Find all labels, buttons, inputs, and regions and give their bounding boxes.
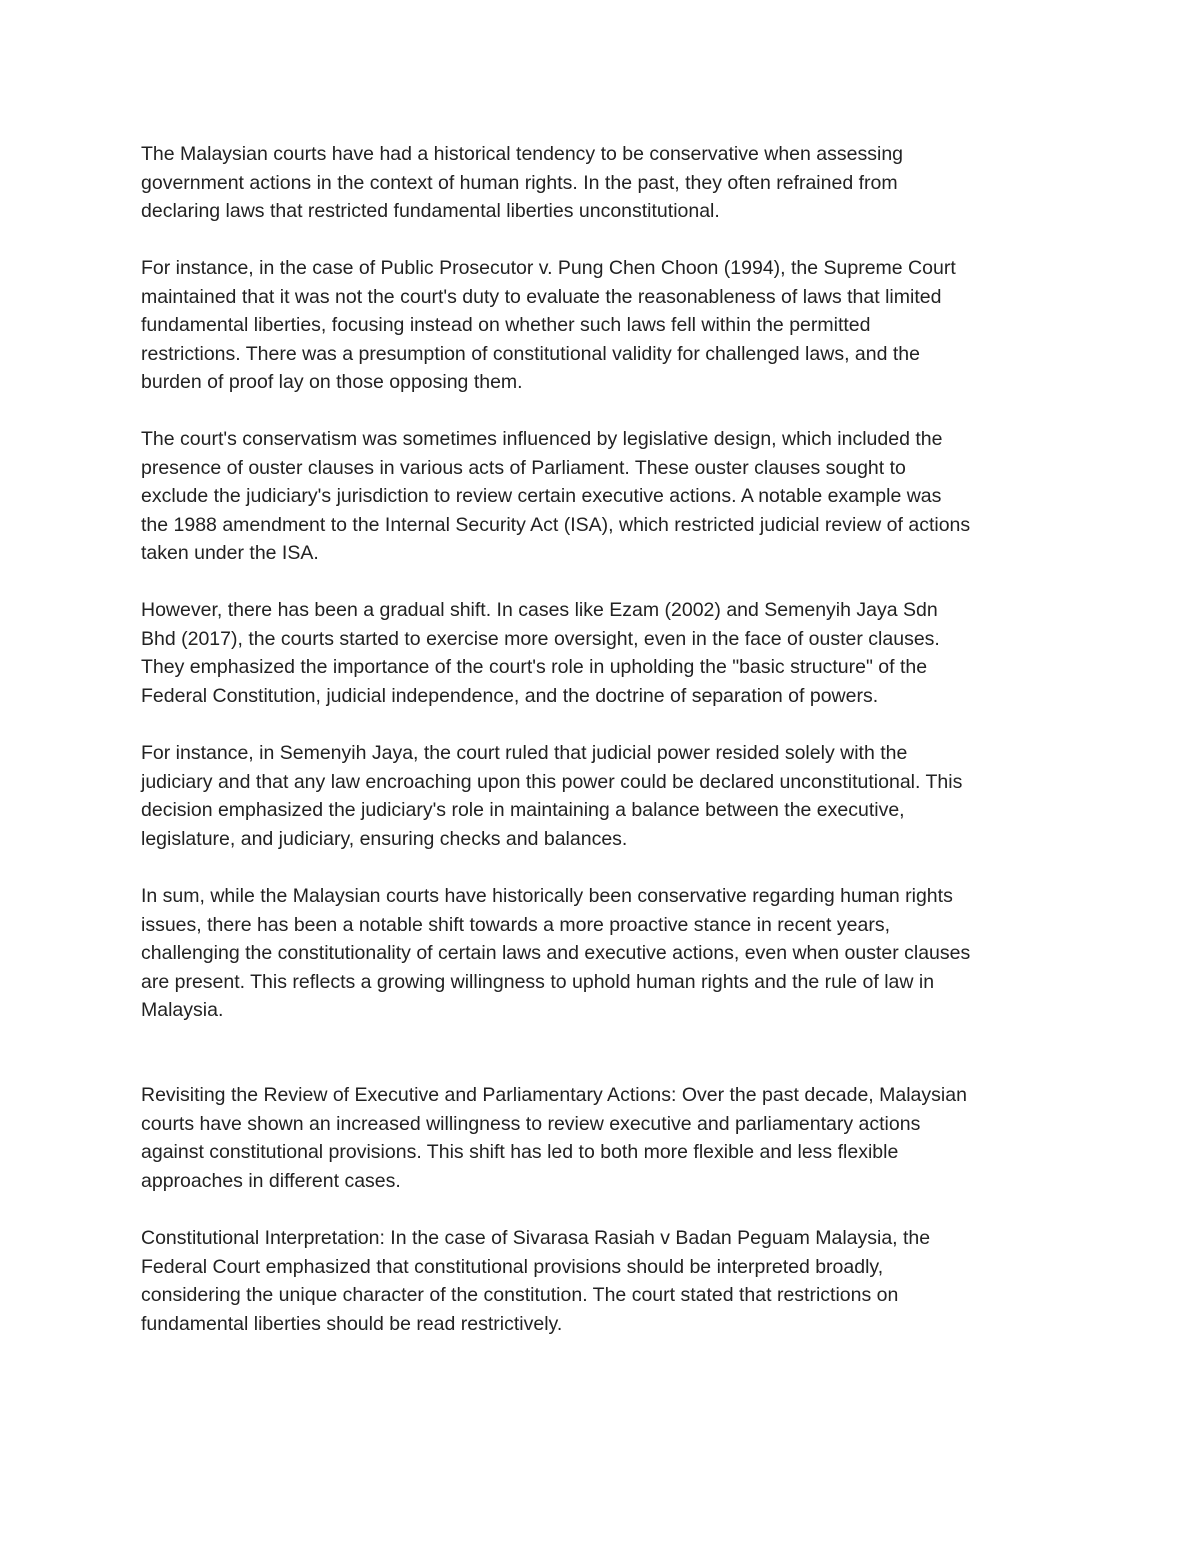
paragraph-ouster-clauses: The court's conservatism was sometimes influenced by legislative design, which included the presence of ouster clauses in various acts of Parliament. These ouster clauses sought to exclude the judiciary's jurisdiction to review certain executive actions. A notable example was the 1988 amendment to the Internal Security Act (ISA), which restricted judicial review of actions taken under the ISA. <box>141 428 971 565</box>
paragraph-constitutional-interpretation: Constitutional Interpretation: In the case of Sivarasa Rasiah v Badan Peguam Malaysia, the Federal Court emphasized that constitutional provisions should be interpreted broadly, considering the unique character of the constitution. The court stated that restrictions on fundamental liberties should be read restrictively. <box>141 1227 931 1335</box>
paragraph-pung-chen-choon: For instance, in the case of Public Prosecutor v. Pung Chen Choon (1994), the Supreme Court maintained that it was not the court's duty to evaluate the reasonableness of laws that limited fundamental liberties, focusing instead on whether such laws fell within the permitted restrictions. There was a presumption of constitutional validity for challenged laws, and the burden of proof lay on those opposing them. <box>141 257 956 394</box>
paragraph-semenyih-jaya: For instance, in Semenyih Jaya, the court ruled that judicial power resided solely with the judiciary and that any law encroaching upon this power could be declared unconstitutional. This decision emphasized the judiciary's role in maintaining a balance between the executive, legislature, and judiciary, ensuring checks and balances. <box>141 742 963 850</box>
paragraph-gradual-shift: However, there has been a gradual shift. In cases like Ezam (2002) and Semenyih Jaya Sdn Bhd (2017), the courts started to exercise more oversight, even in the face of ouster clauses. They emphasized the importance of the court's role in upholding the "basic structure" of the Federal Constitution, judicial independence, and the doctrine of separation of powers. <box>141 599 940 707</box>
paragraph-in-sum: In sum, while the Malaysian courts have historically been conservative regarding human rights issues, there has been a notable shift towards a more proactive stance in recent years, challenging the constitutionality of certain laws and executive actions, even when ouster clauses are present. This reflects a growing willingness to uphold human rights and the rule of law in Malaysia. <box>141 885 971 1022</box>
paragraph-revisiting-review: Revisiting the Review of Executive and Parliamentary Actions: Over the past decade, Malaysian courts have shown an increased willingness to review executive and parliamentary actions against constitutional provisions. This shift has led to both more flexible and less flexible approaches in different cases. <box>141 1084 967 1192</box>
paragraph-historical-conservatism: The Malaysian courts have had a historical tendency to be conservative when assessing government actions in the context of human rights. In the past, they often refrained from declaring laws that restricted fundamental liberties unconstitutional. <box>141 143 904 223</box>
